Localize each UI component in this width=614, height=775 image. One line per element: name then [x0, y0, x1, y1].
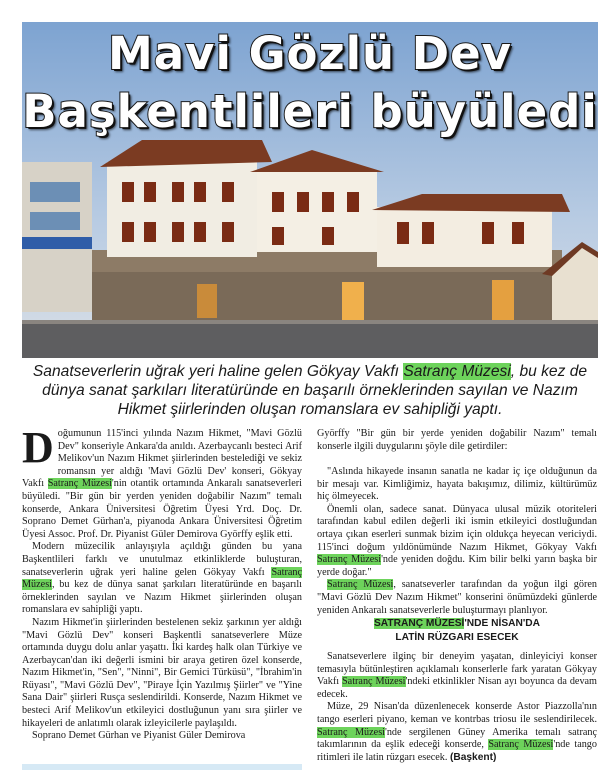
article-column-right-body: [317, 466, 597, 617]
highlight-text: Satranç Müzesi: [22, 566, 302, 591]
article-column-right-bottom: [317, 651, 597, 764]
article-paragraph: [317, 579, 597, 617]
quote-paragraph: "Aslında hikayede insanın sanatla ne kadar iç içe olduğunun da bir mesajı var. Kimliğimiz, hayata bakışımız, dilimiz, kültürümüz hiç ölmeyecek.: [317, 466, 597, 503]
article-paragraph: Györffy "Bir gün bir yerde yeniden doğabilir Nazım" temalı konserle ilgili duygularını şöyle dile getirdiler:: [317, 428, 597, 452]
article-paragraph: Soprano Demet Gürhan ve Piyanist Güler Demirova: [32, 730, 246, 742]
highlight-text: SATRANÇ MÜZESİ: [374, 618, 465, 629]
section-subheading: [317, 617, 597, 645]
article-paragraph: [317, 651, 597, 701]
lead-text-end: , bu kez de dünya sanat şarkıları literatüründe en başarılı örneklerinden sayılan ve Nazım Hikmet şiirlerinden oluşan romanslara ev sahipliği yaptı.: [42, 363, 588, 418]
paragraph-text: , sanatseverler tarafından da yoğun ilgi gören "Mavi Gözlü Dev Nazım Hikmet" konserini önümüzdeki günlerde yeniden Ankaralı sanatseverlerle buluşturmayı planlıyor.: [317, 579, 597, 616]
article-column-right: [317, 428, 597, 453]
highlight-text: Satranç Müzesi: [317, 726, 385, 738]
lead-paragraph: [22, 362, 598, 419]
headline-line-1: Mavi Gözlü Dev: [108, 27, 512, 80]
subheading-line-2: LATİN RÜZGARI ESECEK: [395, 632, 519, 643]
highlight-text: Satranç Müzesi: [327, 579, 394, 591]
subheading-line-1: [317, 617, 597, 631]
paragraph-text: 'nde tango ritimleri ile latin rüzgarı esecek.: [317, 739, 597, 763]
paragraph-text: 'nin otantik ortamında Ankaralı sanatseverleri büyüledi. "Bir gün bir yerden yeniden doğabilir Nazım" temalı konserde, Ankara Üniversitesi Öğretim Üyesi Yrd. Doç. Dr. Soprano Demet Gürhan'a, piyanoda Ankara Üniversitesi Öğretim Üyesi Assoc. Prof. Dr. Piyanist Güler Demirova Györffy eşlik etti.: [22, 478, 302, 540]
paragraph-text: Müze, 29 Nisan'da düzenlenecek konserde Astor Piazzolla'nın tango eserleri piyano, keman ve kontrbas triosu ile seslendirilecek.: [317, 701, 597, 725]
paragraph-text: Sanatseverlere ilginç bir deneyim yaşatan, dinleyiciyi konser temasıyla bütünleştiren açıklamalı konserlerle fark yaratan Gökyay Vakfı: [317, 651, 597, 688]
paragraph-text: 'ndeki etkinlikler Nisan ayı boyunca da devam edecek.: [317, 676, 597, 700]
article-paragraph: Nazım Hikmet'in şiirlerinden bestelenen sekiz şarkının yer aldığı "Mavi Gözlü Dev" konseri Başkentli sanatseverlere Müze ortamında duygu dolu anlar yaşattı. İki kardeş halk olan Türkiye ve Azerbaycan'dan iki değerli ismini bir araya getiren özel konserde, Nazım Hikmet'in, "Sen", "Ninni", Bir Gemici Türküsü", "İbrahim'in Rüyası", "Mavi Gözlü Dev", "Piraye İçin Yazılmış Şiirler" ve "Yine Sana Dair" şiirleri Rusça seslendirildi. Konserde, Nazım Hikmet ve besteci Arif Melikov'un etkileyici dostluğunun yanı sıra şiirler ve hikayeleri de anlatımlı olarak izleyicilerle paylaşıldı.: [22, 616, 302, 729]
highlight-text: Satranç Müzesi: [488, 739, 554, 751]
lead-highlight: Satranç Müzesi: [403, 363, 511, 380]
article-column-left: [22, 423, 302, 743]
paragraph-text: 'nde sergilenen Güney Amerika temalı satranç takımlarının da eşlik edeceği konserde,: [317, 726, 597, 751]
article-paragraph: [22, 541, 302, 617]
source-credit: (Başkent): [449, 751, 497, 763]
drop-cap: D: [22, 423, 54, 472]
highlight-text: Satranç Müzesi: [317, 554, 382, 566]
footer-bar: [22, 764, 302, 770]
paragraph-text: 'nde yeniden doğdu. Kim bilir belki yarın başka bir yerde doğar.": [317, 554, 597, 578]
highlight-text: Satranç Müzesi: [342, 676, 406, 688]
headline-line-2: Başkentlileri büyüledi: [22, 85, 598, 138]
paragraph-text: Modern müzecilik anlayışıyla açıldığı günden bu yana Başkentlileri farklı ve unutulmaz etkinliklerde buluşturan, sanatseverlerin uğrak yeri haline gelen Gökyay Vakfı: [22, 541, 302, 578]
article-paragraph: [317, 504, 597, 580]
paragraph-text: Önemli olan, sadece sanat. Dünyaca ulusal müzik otoriteleri tarafından kabul edilen değerli iki ismin etkileyici dostluğundan ortaya çıkan eserleri sunmak bizim için oldukça heyecan vericiydi. 115'inci doğum yıldönümünde Nazım Hikmet, Gökyay Vakfı: [317, 503, 597, 553]
lead-text-start: Sanatseverlerin uğrak yeri haline gelen Gökyay Vakfı: [32, 363, 404, 380]
article-paragraph: [317, 701, 597, 764]
paragraph-text: , bu kez de dünya sanat şarkıları literatüründe en başarılı örneklerinden sayılan ve Nazım Hikmet şiirlerinden oluşan romanslara ev sahipliği yaptı.: [22, 579, 302, 616]
paragraph-text: oğumunun 115'inci yılında Nazım Hikmet, "Mavi Gözlü Dev" konseriyle Ankara'da anıldı. Azerbaycanlı besteci Arif Melikov'un Nazım Hikmet şiirlerinden bestelediği ve sekiz romansın yer aldığı 'Mavi Gözlü Dev' konseri, Gökyay Vakfı: [22, 428, 302, 490]
highlight-text: Satranç Müzesi: [47, 478, 112, 490]
subheading-text: 'NDE NİSAN'DA: [464, 618, 540, 629]
article-paragraph: [22, 423, 302, 541]
